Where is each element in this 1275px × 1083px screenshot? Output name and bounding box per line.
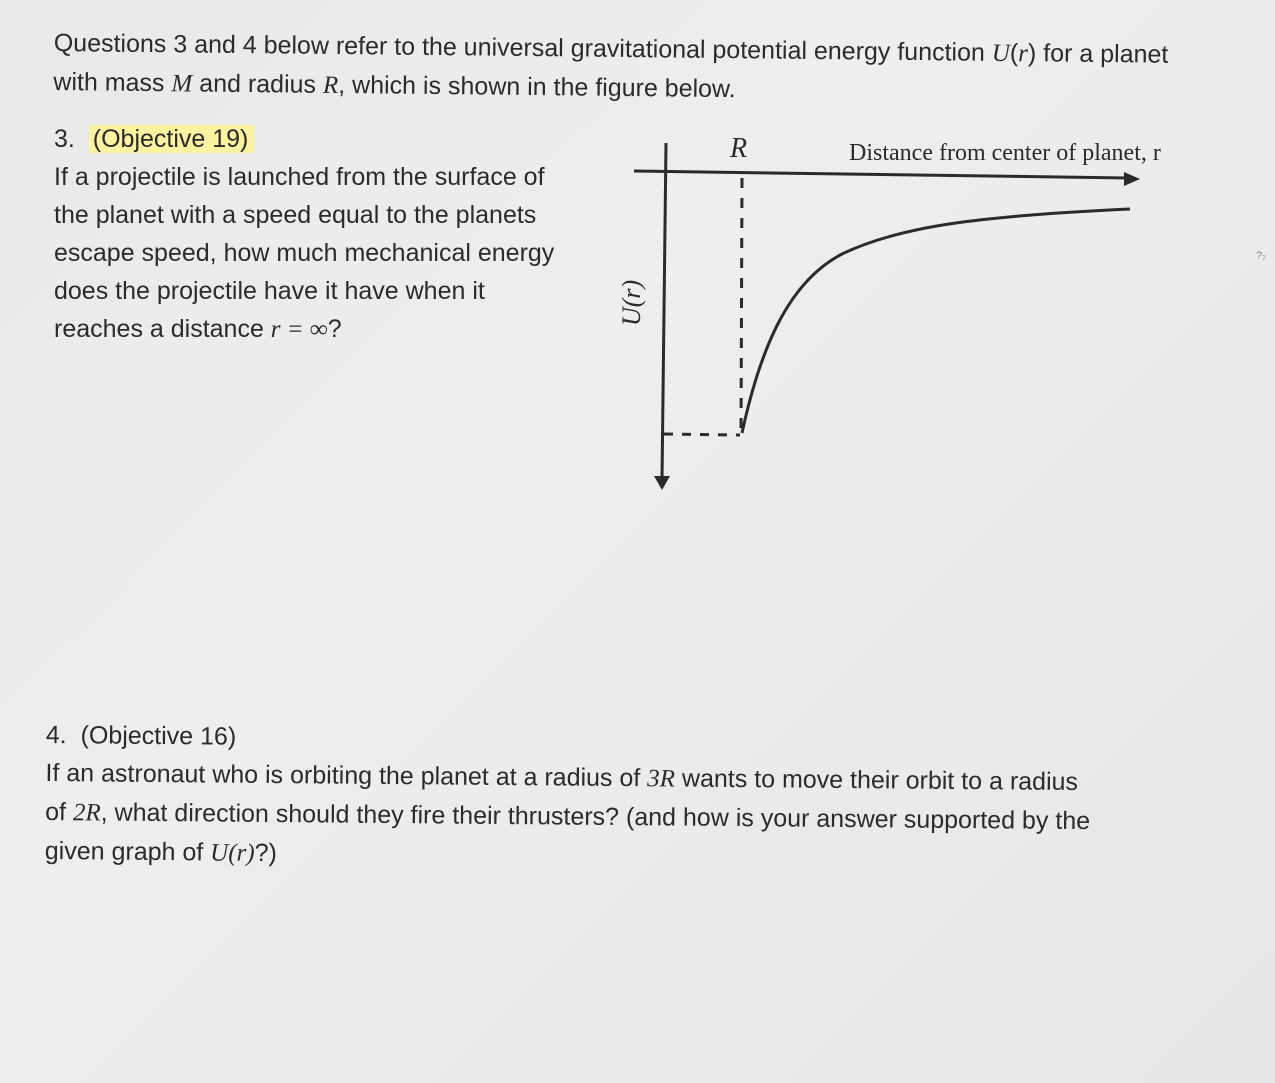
- q4-objective: (Objective 16): [80, 721, 237, 751]
- question-4: [45, 716, 1226, 881]
- intro-text-a: Questions 3 and 4 below refer to the universal gravitational potential energy function: [53, 28, 992, 67]
- q4-line1-b: wants to move their orbit to a radius: [674, 764, 1079, 797]
- intro-mass: M: [171, 70, 193, 98]
- intro-var-r: r: [1018, 40, 1029, 68]
- u-surface-dashed-line: [664, 434, 740, 435]
- margin-mark: ?₇: [1256, 250, 1266, 262]
- q3-last-suffix: ?: [327, 315, 342, 343]
- x-axis-label: Distance from center of planet, r: [849, 140, 1161, 166]
- r-dashed-line: [741, 178, 742, 432]
- q4-line2-a: of: [45, 797, 74, 827]
- q4-line1-a: If an astronaut who is orbiting the planet at a radius of: [45, 758, 648, 793]
- y-axis-label: U(r): [617, 279, 646, 326]
- intro-text-d: , which is shown in the figure below.: [338, 70, 736, 104]
- q4-line2-math: 2R: [72, 799, 101, 827]
- y-axis-arrow-icon: [654, 476, 670, 490]
- q4-line1-math: 3R: [647, 765, 676, 793]
- q4-line3-math: U(r): [210, 839, 255, 867]
- x-axis-arrow-icon: [1124, 172, 1140, 186]
- q4-line2-b: , what direction should they fire their thrusters? (and how is your answer supported by the: [100, 798, 1091, 836]
- potential-curve: [742, 209, 1130, 433]
- q3-line-4: does the projectile have it have when it: [54, 277, 485, 305]
- intro-func: U: [991, 39, 1011, 68]
- x-axis-line: [634, 171, 1128, 178]
- intro-text-b: for a planet with mass: [53, 39, 1169, 98]
- q3-last-math: r = ∞: [270, 316, 328, 343]
- q3-number: 3.: [54, 125, 75, 153]
- intro-paren-open: (: [1009, 39, 1019, 68]
- q3-objective: (Objective 19): [89, 125, 255, 153]
- q3-last-prefix: reaches a distance: [54, 315, 271, 343]
- q4-line3-b: ?): [254, 838, 278, 868]
- q3-line-1: If a projectile is launched from the surface of: [54, 163, 545, 191]
- intro-text-c: and radius: [192, 69, 324, 99]
- intro-paren-close: ): [1027, 39, 1037, 68]
- q4-line3-a: given graph of: [44, 836, 211, 867]
- r-tick-label: R: [730, 133, 748, 164]
- y-axis-line: [662, 143, 666, 480]
- q4-number: 4.: [45, 720, 67, 750]
- q3-line-2: the planet with a speed equal to the planets: [54, 201, 537, 229]
- q3-line-3: escape speed, how much mechanical energy: [54, 239, 555, 267]
- intro-radius: R: [322, 71, 339, 99]
